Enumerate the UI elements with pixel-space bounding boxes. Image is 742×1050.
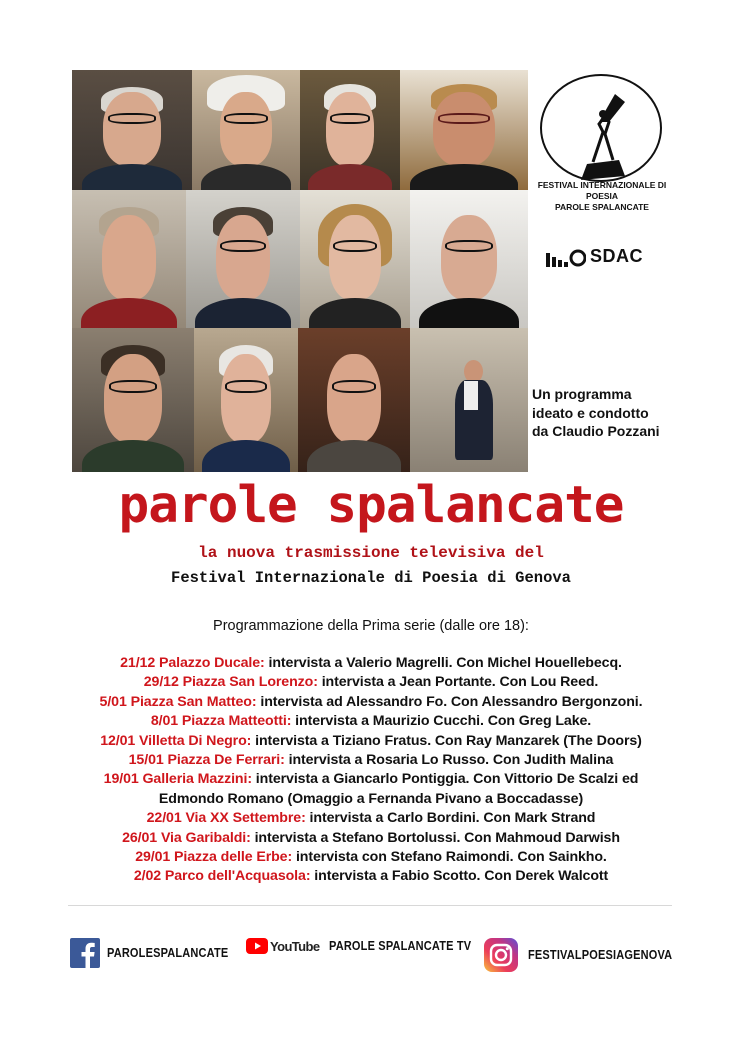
participant-photo: [72, 328, 194, 472]
schedule-description: intervista a Tiziano Fratus. Con Ray Manzarek (The Doors): [251, 732, 642, 749]
schedule-date-place: 22/01 Via XX Settembre:: [146, 810, 306, 827]
participant-photo: [72, 70, 192, 190]
youtube-label: PAROLE SPALANCATE TV: [329, 939, 472, 953]
schedule-item: [40, 867, 702, 886]
schedule-item: [40, 751, 702, 770]
festival-logo-text: [526, 180, 678, 213]
show-title: parole spalancate: [118, 476, 624, 535]
schedule-description: intervista a Valerio Magrelli. Con Michel Houellebecq.: [264, 655, 622, 671]
youtube-icon: [246, 938, 268, 954]
facebook-link[interactable]: [70, 938, 245, 968]
schedule-description: intervista con Stefano Raimondi. Con Sainkho.: [292, 849, 607, 866]
schedule-description: intervista ad Alessandro Fo. Con Alessandro Bergonzoni.: [256, 693, 643, 710]
schedule-description: intervista a Carlo Bordini. Con Mark Strand: [305, 810, 596, 827]
participants-photo-collage: [72, 70, 528, 472]
logo-line-2: PAROLE SPALANCATE: [555, 202, 649, 212]
logo-line-1: FESTIVAL INTERNAZIONALE DI POESIA: [537, 180, 667, 201]
schedule-date-place: 12/01 Villetta Di Negro:: [100, 732, 252, 749]
schedule-item: [40, 654, 702, 673]
divider: [68, 905, 672, 906]
osdac-logo: [546, 243, 643, 269]
osdac-logo-icon: [546, 245, 586, 267]
program-note-line-3: da Claudio Pozzani: [532, 423, 660, 439]
festival-name: Festival Internazionale di Poesia di Genova: [171, 569, 571, 587]
schedule-item: [40, 770, 702, 789]
participant-photo: [194, 328, 298, 472]
participant-photo: [410, 190, 528, 328]
schedule-item: [40, 790, 702, 809]
schedule-date-place: 2/02 Parco dell'Acquasola:: [133, 868, 311, 885]
schedule-list: [40, 654, 702, 887]
participant-photo: [300, 70, 400, 190]
facebook-label: PAROLESPALANCATE: [107, 946, 229, 960]
schedule-date-place: 29/01 Piazza delle Erbe:: [135, 849, 293, 866]
participant-photo: [72, 190, 186, 328]
schedule-description: Edmondo Romano (Omaggio a Fernanda Pivano a Boccadasse): [158, 790, 584, 807]
poet-figure-icon: [581, 94, 625, 180]
facebook-icon: [70, 938, 100, 968]
participant-photo: [186, 190, 300, 328]
youtube-brand: YouTube: [270, 938, 320, 954]
schedule-item: [40, 829, 702, 848]
schedule-item: [40, 693, 702, 712]
schedule-description: intervista a Stefano Bortolussi. Con Mahmoud Darwish: [250, 829, 620, 846]
participant-photo: [300, 190, 410, 328]
schedule-item: [40, 712, 702, 731]
program-note-line-1: Un programma: [532, 386, 632, 402]
social-links: [0, 930, 742, 980]
program-note-line-2: ideato e condotto: [532, 404, 649, 421]
schedule-item: [40, 848, 702, 867]
participant-photo: [192, 70, 300, 190]
schedule-heading: Programmazione della Prima serie (dalle ore 18):: [213, 618, 529, 634]
participant-photo: [298, 328, 410, 472]
program-note: [532, 385, 682, 441]
schedule-description: intervista a Giancarlo Pontiggia. Con Vittorio De Scalzi ed: [251, 771, 639, 788]
show-subtitle: la nuova trasmissione televisiva del: [198, 544, 544, 562]
schedule-description: intervista a Rosaria Lo Russo. Con Judith Malina: [284, 752, 614, 769]
participant-photo: [410, 328, 528, 472]
schedule-date-place: 29/12 Piazza San Lorenzo:: [143, 674, 318, 691]
schedule-date-place: 8/01 Piazza Matteotti:: [150, 713, 292, 730]
instagram-link[interactable]: [484, 938, 692, 972]
schedule-description: intervista a Maurizio Cucchi. Con Greg Lake.: [291, 713, 592, 730]
osdac-name: SDAC: [590, 245, 644, 266]
schedule-date-place: 15/01 Piazza De Ferrari:: [128, 752, 285, 769]
participant-photo: [400, 70, 528, 190]
schedule-item: [40, 809, 702, 828]
schedule-description: intervista a Fabio Scotto. Con Derek Walcott: [310, 868, 609, 885]
schedule-item: [40, 673, 702, 692]
instagram-icon: [484, 938, 518, 972]
schedule-description: intervista a Jean Portante. Con Lou Reed.: [317, 674, 599, 691]
schedule-date-place: 21/12 Palazzo Ducale:: [120, 655, 265, 671]
instagram-label: FESTIVALPOESIAGENOVA: [528, 948, 673, 962]
schedule-date-place: 19/01 Galleria Mazzini:: [103, 771, 252, 788]
schedule-date-place: 5/01 Piazza San Matteo:: [99, 693, 257, 710]
youtube-link[interactable]: [246, 938, 491, 954]
schedule-item: [40, 732, 702, 751]
schedule-date-place: 26/01 Via Garibaldi:: [122, 829, 251, 846]
